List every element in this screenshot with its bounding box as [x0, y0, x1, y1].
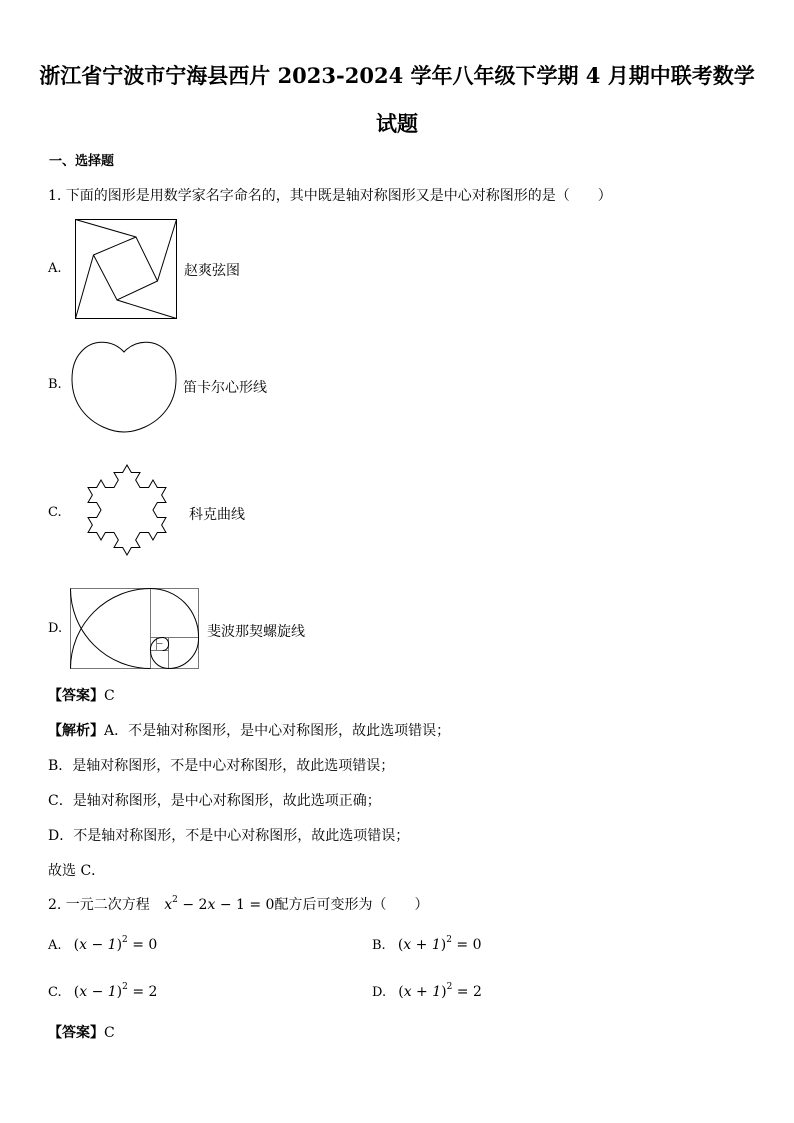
- question-1-answer: [48, 685, 115, 705]
- answer-value: C: [104, 1025, 115, 1041]
- analysis-line: C．是轴对称图形，是中心对称图形，故此选项正确；: [48, 793, 381, 809]
- equation: $x^2 - 2x - 1 = 0$: [164, 895, 275, 913]
- q2-option-d: D. $(x + 1)^2 = 2$: [372, 982, 482, 1000]
- analysis-line: D．不是轴对称图形，不是中心对称图形，故此选项错误；: [48, 828, 410, 844]
- option-c-label: 科克曲线: [189, 507, 245, 523]
- answer-tag: 【答案】: [48, 1025, 104, 1041]
- question-1-analysis: [48, 720, 450, 740]
- question-1-stem: 1. 下面的图形是用数学家名字命名的，其中既是轴对称图形又是中心对称图形的是（ ）: [48, 188, 612, 204]
- q2-option-b: B. $(x + 1)^2 = 0$: [372, 935, 482, 953]
- analysis-line: A．不是轴对称图形，是中心对称图形，故此选项错误；: [104, 723, 451, 739]
- option-a-label: 赵爽弦图: [184, 263, 240, 279]
- koch-snowflake: [68, 448, 186, 573]
- cardioid-curve: [69, 338, 179, 434]
- analysis-line: B．是轴对称图形，不是中心对称图形，故此选项错误；: [48, 758, 395, 774]
- q2-option-a: A. $(x - 1)^2 = 0$: [48, 935, 158, 953]
- page-title: 浙江省宁波市宁海县西片 2023-2024 学年八年级下学期 4 月期中联考数学: [39, 63, 755, 88]
- zhao-shuang-chord-diagram: [75, 219, 177, 319]
- option-a-letter: A.: [48, 261, 62, 276]
- section-heading: 一、选择题: [49, 154, 115, 169]
- stem-suffix: 配方后可变形为（ ）: [274, 897, 429, 913]
- answer-tag: 【答案】: [48, 688, 104, 704]
- stem-prefix: 2. 一元二次方程: [48, 897, 150, 913]
- q2-option-c: C. $(x - 1)^2 = 2$: [48, 982, 158, 1000]
- question-2-stem: [48, 894, 428, 914]
- analysis-line: 故选 C．: [48, 863, 106, 879]
- option-d-label: 斐波那契螺旋线: [207, 624, 305, 640]
- option-b-label: 笛卡尔心形线: [183, 380, 267, 396]
- analysis-tag: 【解析】: [48, 723, 104, 739]
- option-d-letter: D.: [48, 621, 63, 636]
- answer-value: C: [104, 688, 115, 704]
- option-c-letter: C.: [48, 505, 62, 520]
- fibonacci-spiral: [70, 588, 200, 670]
- option-b-letter: B.: [48, 377, 62, 392]
- question-2-answer: [48, 1022, 115, 1042]
- page-title-line2: 试题: [376, 111, 418, 136]
